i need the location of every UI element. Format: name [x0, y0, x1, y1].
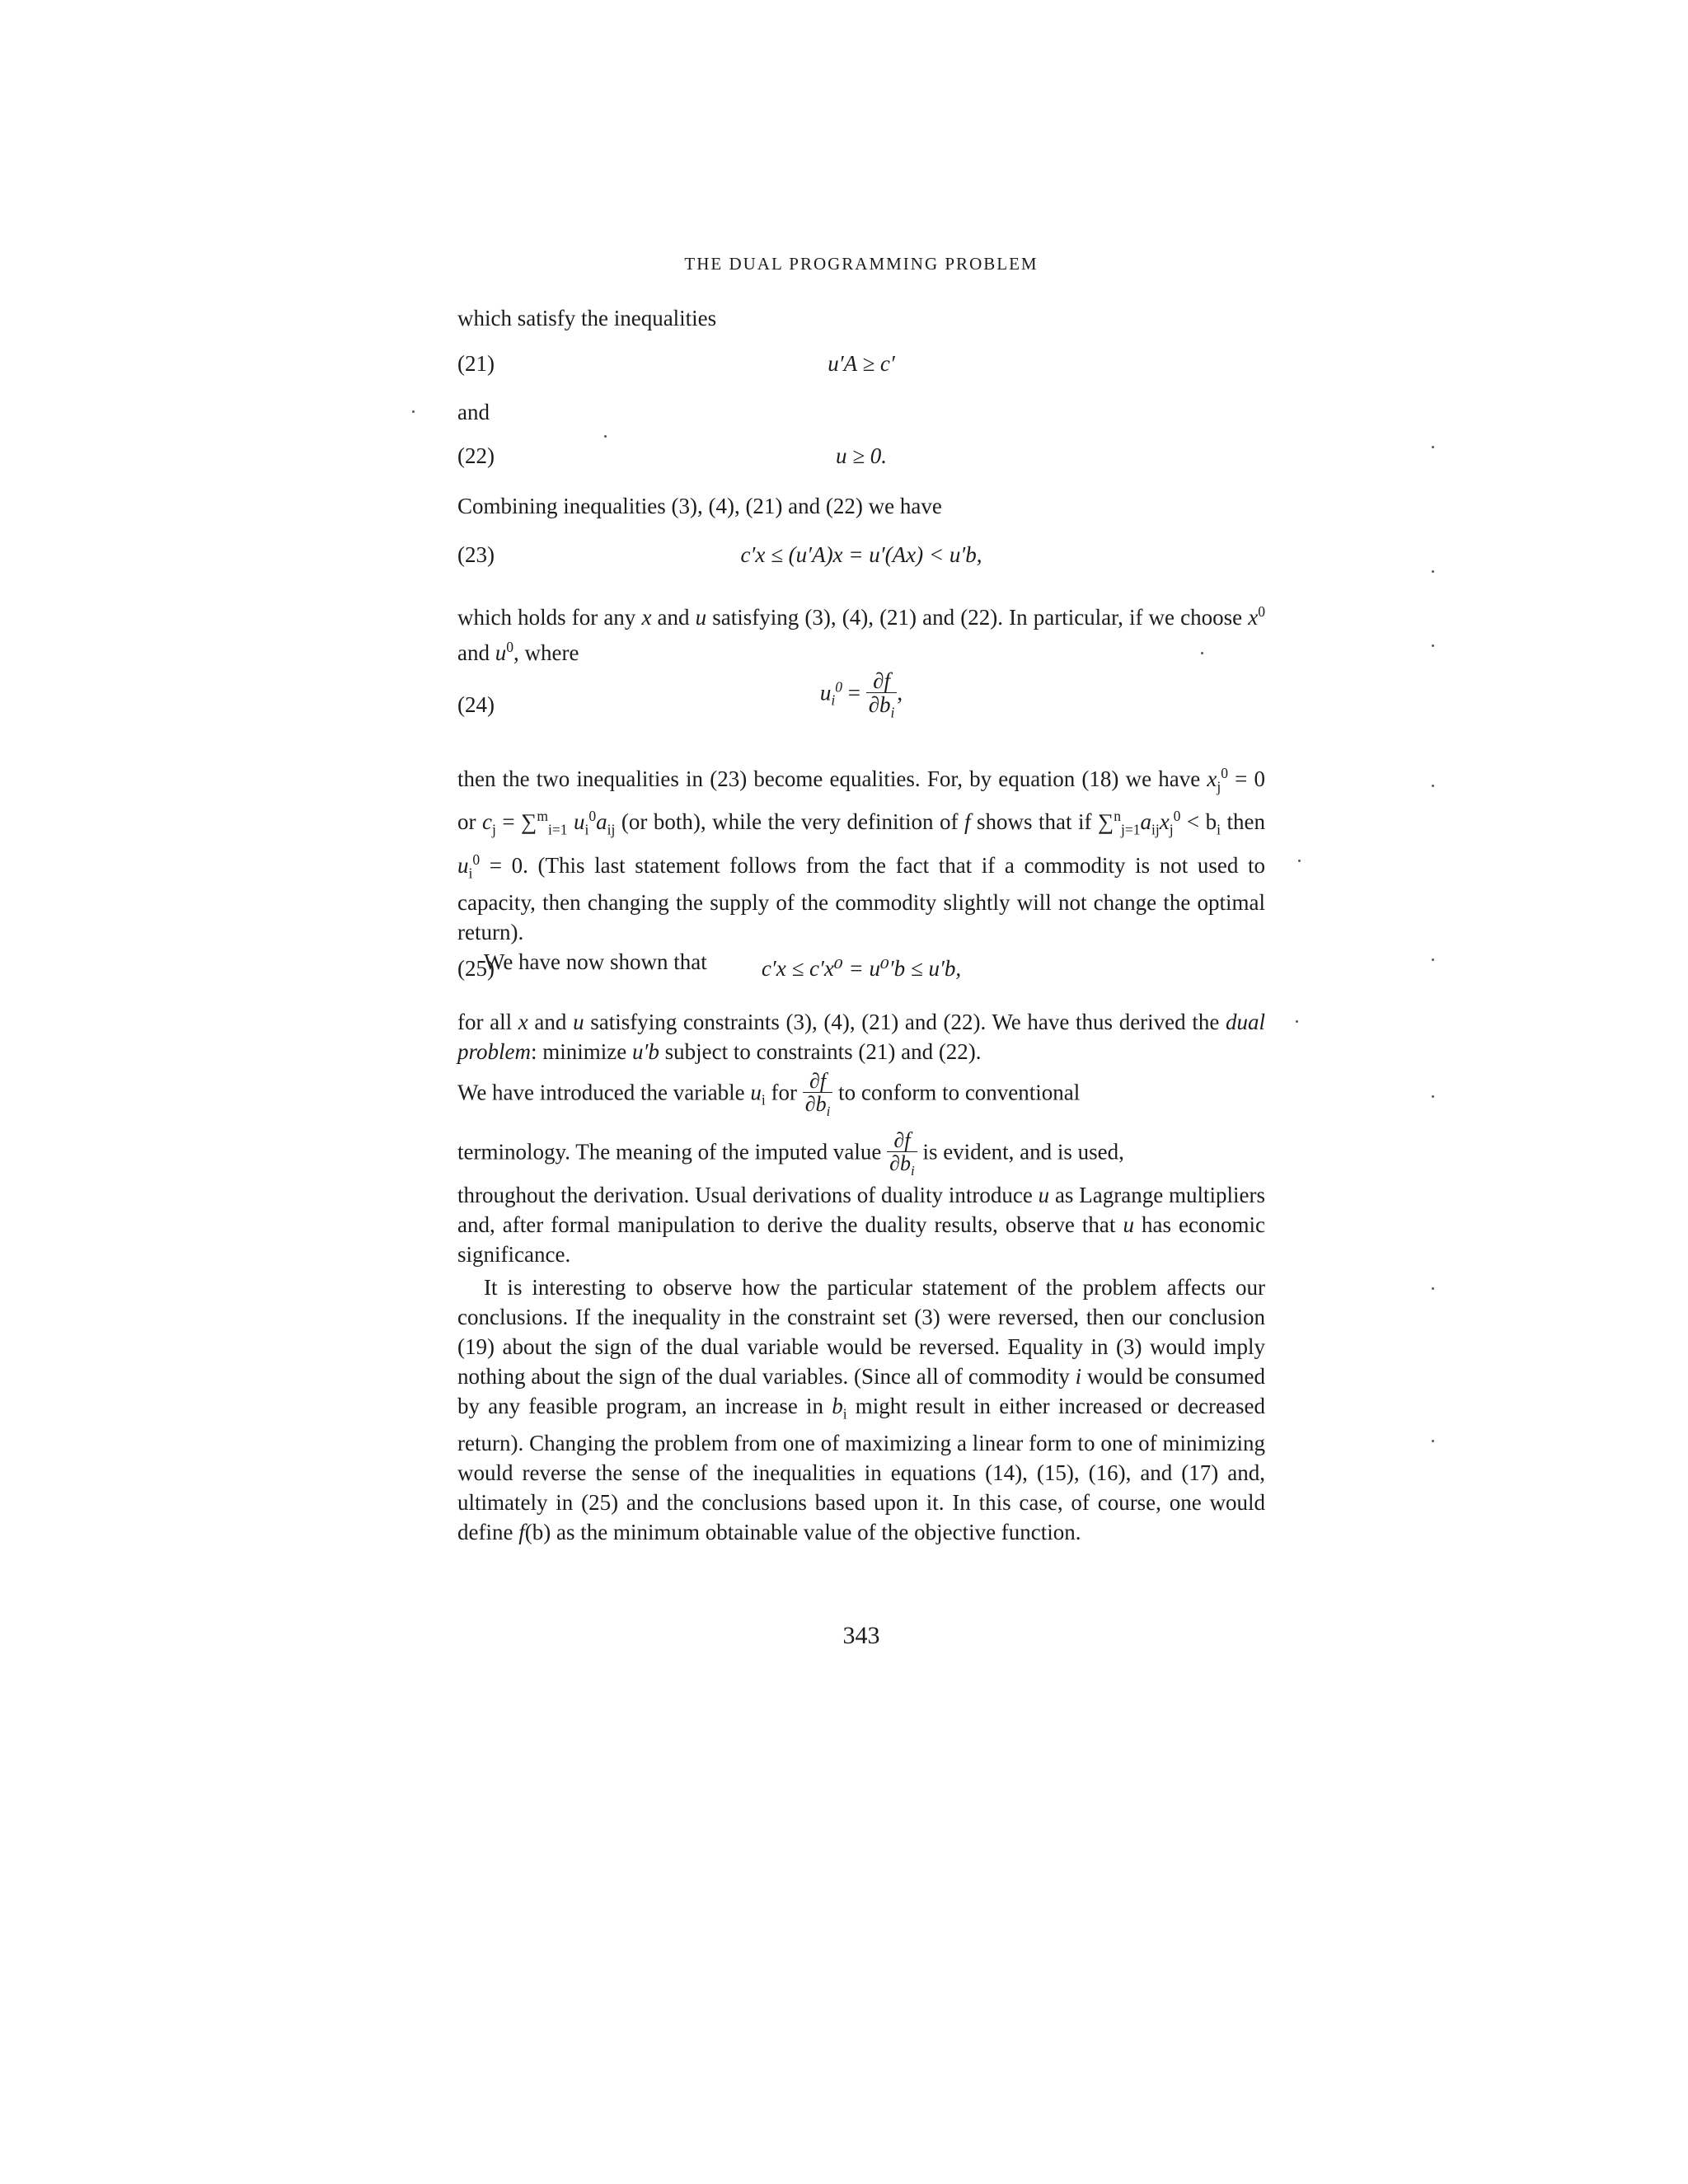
equation-number: (22) — [457, 443, 495, 468]
equation-25 — [457, 956, 1265, 989]
equation-number: (24) — [457, 692, 495, 717]
equation-body: u′A ≥ c′ — [828, 351, 895, 376]
scan-speck — [1432, 1095, 1434, 1098]
equation-number: (25) — [457, 956, 495, 981]
scan-speck — [1432, 570, 1434, 573]
paragraph-introduced: We have introduced the variable $u_i$ for $\frac{\partial f}{\partial b_i}$ to conform to conventional — [457, 1069, 1081, 1120]
scan-speck — [1432, 785, 1434, 787]
scan-speck — [1432, 1287, 1434, 1290]
paragraph-forall: for all x and u satisfying constraints (3), (4), (21) and (22). We have thus derived the dual problem: minimize u′b subject to constraints (21) and (22). — [457, 1010, 1265, 1064]
scan-speck — [1296, 1020, 1298, 1023]
equation-24 — [457, 669, 1265, 735]
equation-number: (23) — [457, 542, 495, 567]
paragraph-holds: which holds for any x and u satisfying (3), (4), (21) and (22). In particular, if we choose $x^0$ and $u^0$, where — [457, 603, 1265, 665]
scan-speck — [1432, 446, 1434, 448]
equation-body: c′x ≤ (u′A)x = u′(Ax) < u′b, — [740, 542, 982, 567]
scan-speck — [1432, 1440, 1434, 1442]
scan-speck — [604, 435, 607, 438]
scan-speck — [1432, 958, 1434, 961]
equation-number: (21) — [457, 351, 495, 376]
paragraph-and: and — [457, 400, 490, 424]
equation-23 — [457, 542, 1265, 575]
equation-body: u ≥ 0. — [835, 443, 888, 468]
equation-body: $u_i^0$ = $\frac{\partial f}{\partial b_i}$ , — [819, 668, 903, 721]
paragraph-throughout: throughout the derivation. Usual derivations of duality introduce u as Lagrange multipliers and, after formal manipulation to derive the duality results, observe that u has economic significance. — [457, 1183, 1266, 1267]
scan-speck — [1201, 652, 1203, 654]
paragraph-combining: Combining inequalities (3), (4), (21) and (22) we have — [457, 494, 942, 518]
page-number: 343 — [842, 1622, 880, 1649]
equation-22 — [457, 443, 1265, 476]
equation-body: c′x ≤ c′x⁰ = u⁰′b ≤ u′b, — [761, 956, 962, 981]
paragraph-interesting: It is interesting to observe how the particular statement of the problem affects our conclusions. If the inequality in the constraint set (3) were reversed, then our conclusion (19) about the sign of the dual variable would be reversed. Equality in (3) would imply nothing about the sign of the dual variables. (Since all of commodity i would be consumed by any feasible program, an increase in $b_i$ might result in either increased or decreased return). Changing the problem from one of maximizing a linear form to one of minimizing would reverse the sense of the inequalities in equations (14), (15), (16), and (17) and, ultimately in (25) and the conclusions based upon it. In this case, of course, one would define f(b) as the minimum obtainable value of the objective function. — [457, 1275, 1266, 1545]
paragraph-terminology: terminology. The meaning of the imputed value $\frac{\partial f}{\partial b_i}$ is evident, and is used, — [457, 1128, 1124, 1179]
paragraph-intro: which satisfy the inequalities — [457, 306, 717, 330]
equation-21 — [457, 351, 1265, 384]
running-header: THE DUAL PROGRAMMING PROBLEM — [684, 254, 1039, 274]
paragraph-then: then the two inequalities in (23) become equalities. For, by equation (18) we have $x_j^0 = 0$ or $c_j = \sum^m_{i=1}$ $u_i^0a_{ij}$ (or both), while the very definition of f shows that if $\sum^n_{j=1}a_{ij}x_j^0 < b_i$ then $u_i^0 = 0$. (This last statement follows from the fact that if a commodity is not used to capacity, then changing the supply of the commodity slightly will not change the optimal return). We have now shown that — [457, 765, 1266, 975]
scan-speck — [412, 410, 415, 413]
scan-speck — [1432, 644, 1434, 647]
scan-speck — [1298, 860, 1301, 862]
